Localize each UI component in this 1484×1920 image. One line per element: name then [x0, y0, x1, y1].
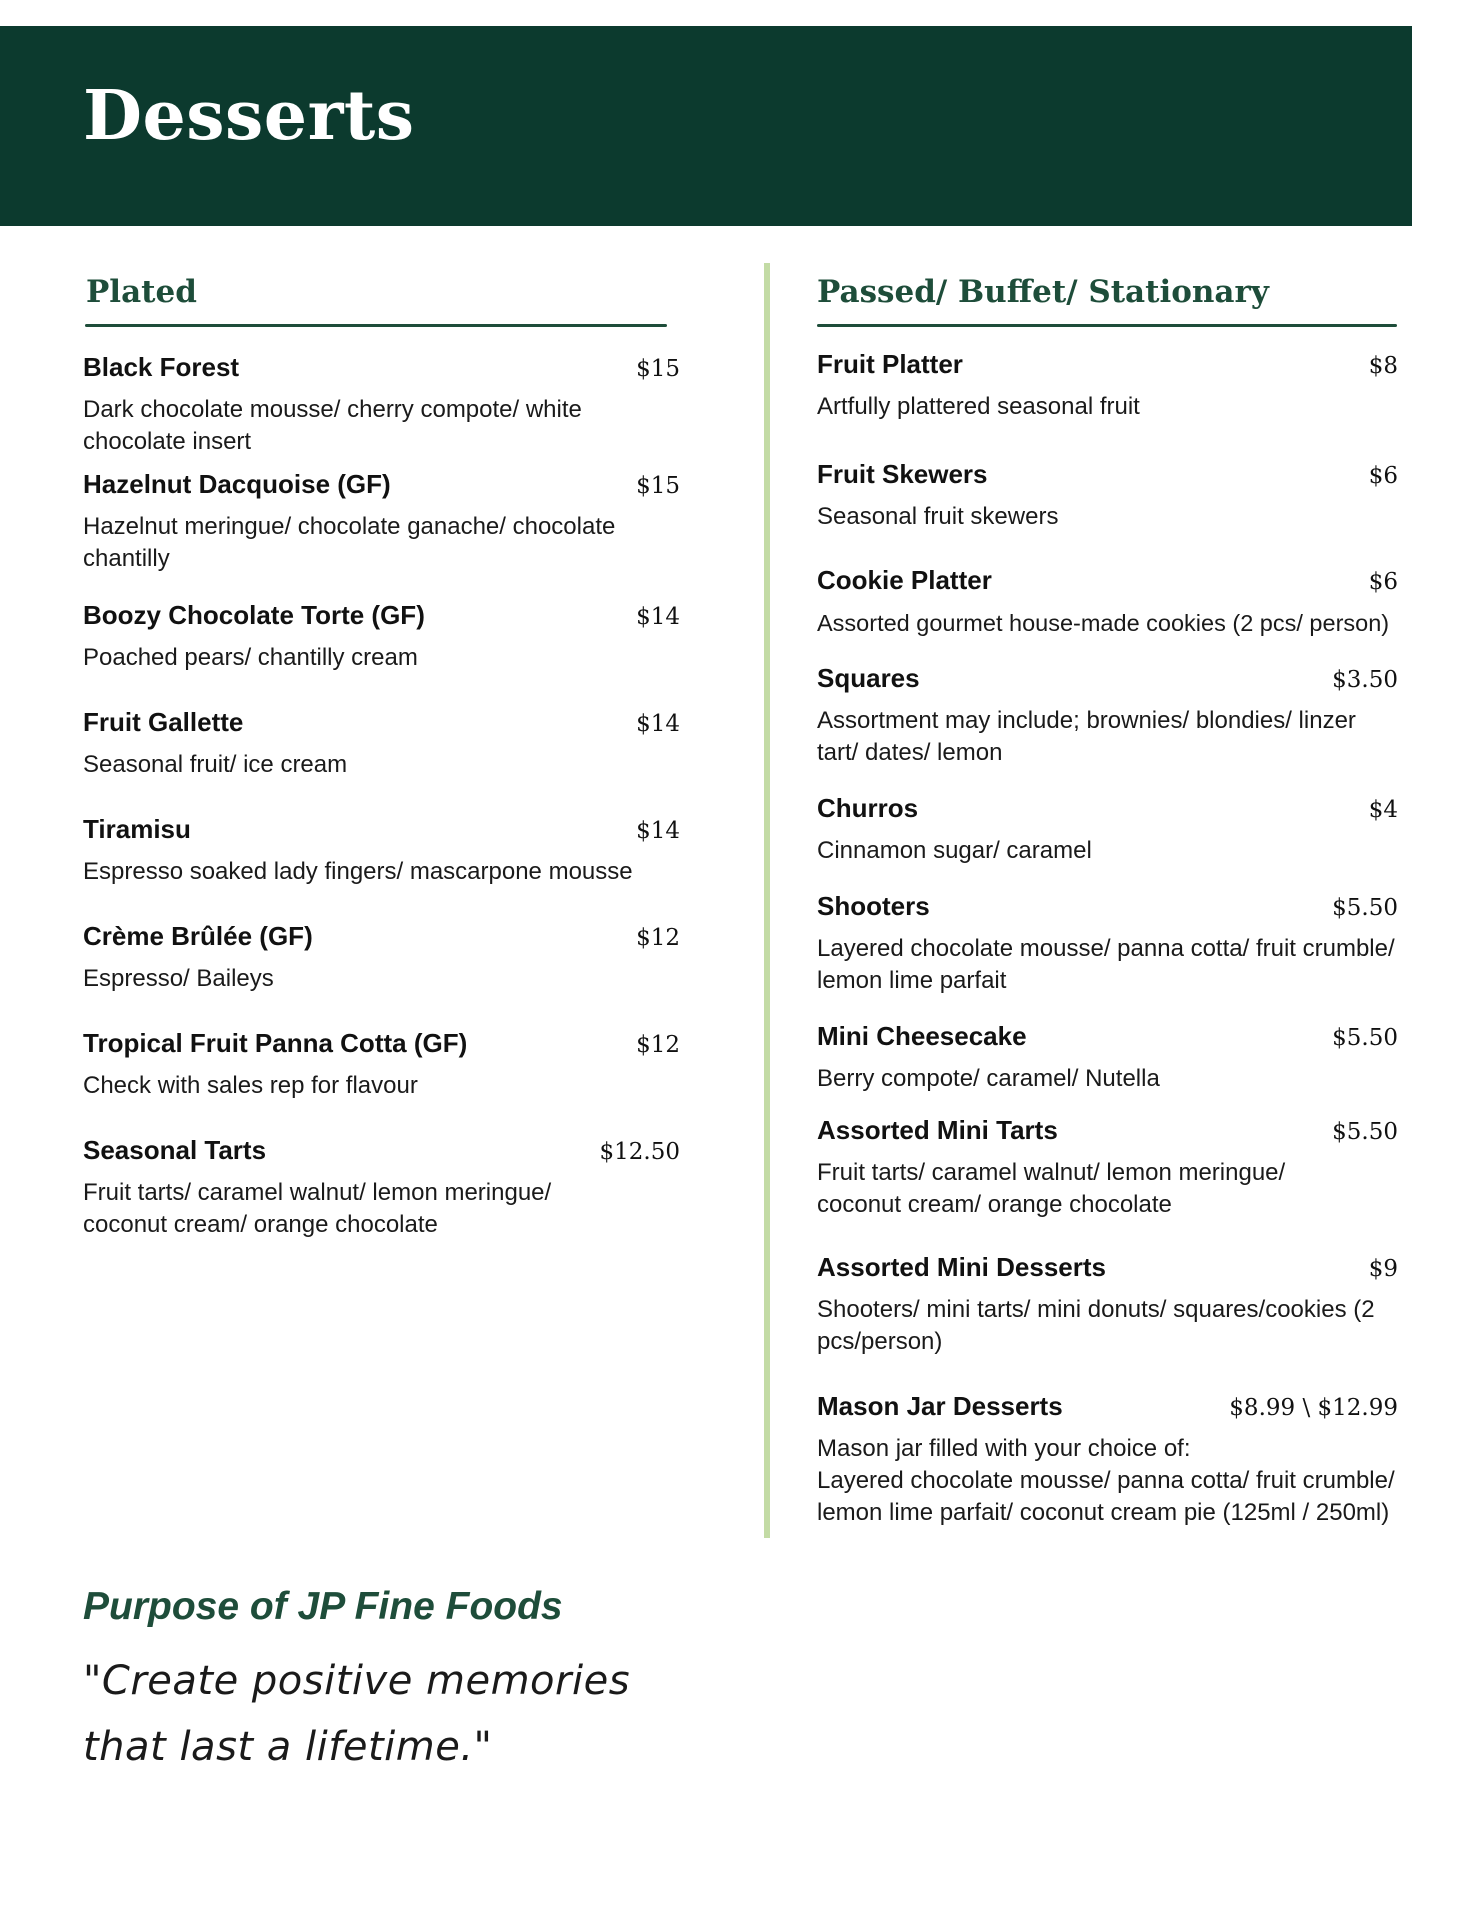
item-name: Hazelnut Dacquoise (GF) — [83, 469, 391, 499]
item-price: $8.99 \ $12.99 — [1229, 1395, 1398, 1421]
item-name: Boozy Chocolate Torte (GF) — [83, 600, 425, 630]
item-name: Crème Brûlée (GF) — [83, 921, 313, 951]
purpose-quote: "Create positive memories that last a lifetime." — [83, 1658, 631, 1770]
item-name: Cookie Platter — [817, 565, 992, 595]
section-title-passed: Passed/ Buffet/ Stationary — [817, 274, 1269, 310]
item-description — [817, 1433, 1398, 1529]
menu-item — [817, 1250, 1398, 1389]
menu-item — [83, 705, 680, 812]
item-description: Seasonal fruit/ ice cream — [83, 751, 348, 778]
item-description: Cinnamon sugar/ caramel — [817, 837, 1092, 864]
item-name: Assorted Mini Desserts — [817, 1252, 1106, 1282]
item-description-line: Layered chocolate mousse/ panna cotta/ fruit crumble/ lemon lime parfait/ coconut cream pie (125ml / 250ml) — [817, 1467, 1395, 1526]
menu-item — [83, 598, 680, 705]
section-rule — [817, 324, 1397, 327]
page-title: Desserts — [83, 76, 415, 156]
item-description: Layered chocolate mousse/ panna cotta/ fruit crumble/ lemon lime parfait — [817, 935, 1395, 994]
menu-item — [817, 457, 1398, 563]
passed-buffet-column — [817, 272, 1398, 1529]
item-price: $12 — [636, 1032, 680, 1058]
item-price: $14 — [636, 818, 680, 844]
item-price: $5.50 — [1332, 895, 1398, 921]
item-price: $14 — [636, 604, 680, 630]
menu-item — [817, 563, 1398, 661]
menu-item — [83, 467, 680, 598]
item-name: Black Forest — [83, 352, 240, 382]
item-name: Mason Jar Desserts — [817, 1391, 1063, 1421]
item-price: $5.50 — [1332, 1119, 1398, 1145]
column-divider — [764, 263, 770, 1538]
item-price: $9 — [1368, 1256, 1398, 1282]
item-name: Shooters — [817, 891, 930, 921]
item-price: $14 — [636, 711, 680, 737]
menu-item — [83, 350, 680, 467]
menu-item — [817, 1389, 1398, 1529]
item-name: Tropical Fruit Panna Cotta (GF) — [83, 1028, 468, 1058]
section-rule — [85, 324, 667, 327]
menu-item — [83, 919, 680, 1026]
item-description: Poached pears/ chantilly cream — [83, 644, 418, 671]
menu-item — [817, 889, 1398, 1019]
item-name: Tiramisu — [83, 814, 191, 844]
item-description: Shooters/ mini tarts/ mini donuts/ squares/cookies (2 pcs/person) — [817, 1296, 1375, 1355]
item-description: Assortment may include; brownies/ blondies/ linzer tart/ dates/ lemon — [817, 707, 1356, 766]
item-name: Assorted Mini Tarts — [817, 1115, 1058, 1145]
item-description: Fruit tarts/ caramel walnut/ lemon meringue/ coconut cream/ orange chocolate — [817, 1159, 1286, 1218]
item-price: $15 — [636, 356, 680, 382]
menu-item — [817, 347, 1398, 457]
purpose-title: Purpose of JP Fine Foods — [83, 1585, 563, 1628]
menu-item — [83, 812, 680, 919]
item-description: Check with sales rep for flavour — [83, 1072, 418, 1099]
item-description: Fruit tarts/ caramel walnut/ lemon meringue/ coconut cream/ orange chocolate — [83, 1179, 552, 1238]
menu-item — [817, 1019, 1398, 1113]
item-description-line: Mason jar filled with your choice of: — [817, 1435, 1191, 1462]
item-description: Dark chocolate mousse/ cherry compote/ white chocolate insert — [83, 396, 582, 455]
menu-item — [83, 1026, 680, 1133]
item-description: Espresso soaked lady fingers/ mascarpone mousse — [83, 858, 633, 885]
item-name: Fruit Skewers — [817, 459, 988, 489]
item-name: Squares — [817, 663, 920, 693]
item-description: Artfully plattered seasonal fruit — [817, 393, 1140, 420]
item-price: $4 — [1368, 797, 1398, 823]
item-name: Fruit Gallette — [83, 707, 244, 737]
item-price: $6 — [1368, 463, 1398, 489]
menu-item — [817, 1113, 1398, 1250]
menu-item — [83, 1133, 680, 1241]
item-price: $12.50 — [599, 1139, 680, 1165]
item-description: Assorted gourmet house-made cookies (2 pcs/ person) — [817, 610, 1390, 636]
plated-column — [83, 272, 680, 1241]
menu-item — [817, 791, 1398, 889]
item-name: Seasonal Tarts — [83, 1135, 267, 1165]
item-name: Mini Cheesecake — [817, 1021, 1027, 1051]
menu-item — [817, 661, 1398, 791]
item-price: $15 — [636, 473, 680, 499]
item-price: $6 — [1368, 569, 1398, 595]
item-description: Seasonal fruit skewers — [817, 503, 1059, 530]
item-name: Fruit Platter — [817, 349, 963, 379]
item-description: Hazelnut meringue/ chocolate ganache/ chocolate chantilly — [83, 513, 616, 572]
item-name: Churros — [817, 793, 919, 823]
item-price: $8 — [1368, 353, 1398, 379]
item-description: Espresso/ Baileys — [83, 965, 274, 992]
item-price: $3.50 — [1332, 667, 1398, 693]
section-title-plated: Plated — [86, 274, 197, 310]
item-price: $5.50 — [1332, 1025, 1398, 1051]
item-description: Berry compote/ caramel/ Nutella — [817, 1065, 1160, 1092]
item-price: $12 — [636, 925, 680, 951]
